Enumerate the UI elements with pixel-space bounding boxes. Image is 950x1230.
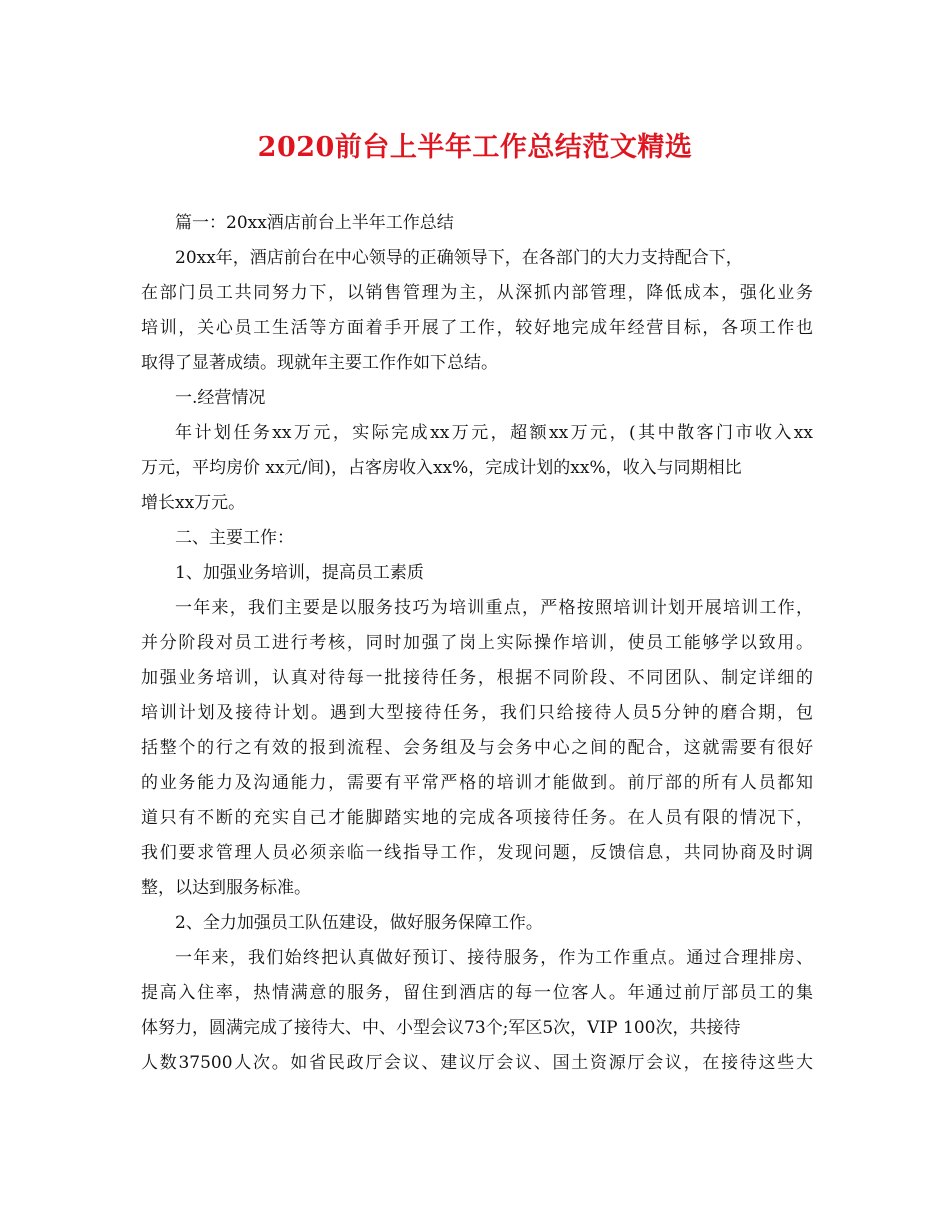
text-line: 1、加强业务培训，提高员工素质	[175, 563, 424, 583]
text-line: 篇一：20xx酒店前台上半年工作总结	[175, 213, 454, 233]
text-line: 一年来，我们主要是以服务技巧为培训重点，严格按照培训计划开展培训工作，	[175, 598, 813, 618]
text-line: 取得了显著成绩。现就年主要工作作如下总结。	[141, 353, 498, 373]
text-line: 培训计划及接待计划。遇到大型接待任务，我们只给接待人员5分钟的磨合期，包	[141, 703, 813, 723]
text-line: 一年来，我们始终把认真做好预订、接待服务，作为工作重点。通过合理排房、	[175, 948, 813, 968]
text-line: 提高入住率，热情满意的服务，留住到酒店的每一位客人。年通过前厅部员工的集	[141, 983, 813, 1003]
document-title: 2020前台上半年工作总结范文精选	[257, 132, 693, 163]
text-line: 万元，平均房价 xx元/间)，占客房收入xx%，完成计划的xx%，收入与同期相比	[141, 458, 742, 478]
text-line: 的业务能力及沟通能力，需要有平常严格的培训才能做到。前厅部的所有人员都知	[141, 773, 813, 793]
text-line: 培训，关心员工生活等方面着手开展了工作，较好地完成年经营目标，各项工作也	[141, 318, 813, 338]
text-line: 整，以达到服务标准。	[141, 878, 311, 898]
text-line: 20xx年，酒店前台在中心领导的正确领导下，在各部门的大力支持配合下，	[175, 248, 743, 268]
text-line: 一.经营情况	[175, 388, 266, 408]
text-line: 人数37500人次。如省民政厅会议、建议厅会议、国土资源厅会议，在接待这些大	[141, 1053, 813, 1073]
text-line: 年计划任务xx万元，实际完成xx万元，超额xx万元，(其中散客门市收入xx	[175, 423, 813, 443]
text-line: 在部门员工共同努力下，以销售管理为主，从深抓内部管理，降低成本，强化业务	[141, 283, 813, 303]
text-line: 括整个的行之有效的报到流程、会务组及与会务中心之间的配合，这就需要有很好	[141, 738, 813, 758]
text-line: 2、全力加强员工队伍建设，做好服务保障工作。	[175, 913, 543, 933]
text-line: 道只有不断的充实自己才能脚踏实地的完成各项接待任务。在人员有限的情况下，	[141, 808, 813, 828]
document-body	[141, 206, 813, 1081]
text-line: 体努力，圆满完成了接待大、中、小型会议73个;军区5次，VIP 100次，共接待	[141, 1018, 741, 1038]
text-line: 二、主要工作：	[175, 528, 294, 548]
text-line: 我们要求管理人员必须亲临一线指导工作，发现问题，反馈信息，共同协商及时调	[141, 843, 813, 863]
text-line: 增长xx万元。	[141, 493, 246, 513]
text-line: 并分阶段对员工进行考核，同时加强了岗上实际操作培训，使员工能够学以致用。	[141, 633, 813, 653]
text-line: 加强业务培训，认真对待每一批接待任务，根据不同阶段、不同团队、制定详细的	[141, 668, 813, 688]
